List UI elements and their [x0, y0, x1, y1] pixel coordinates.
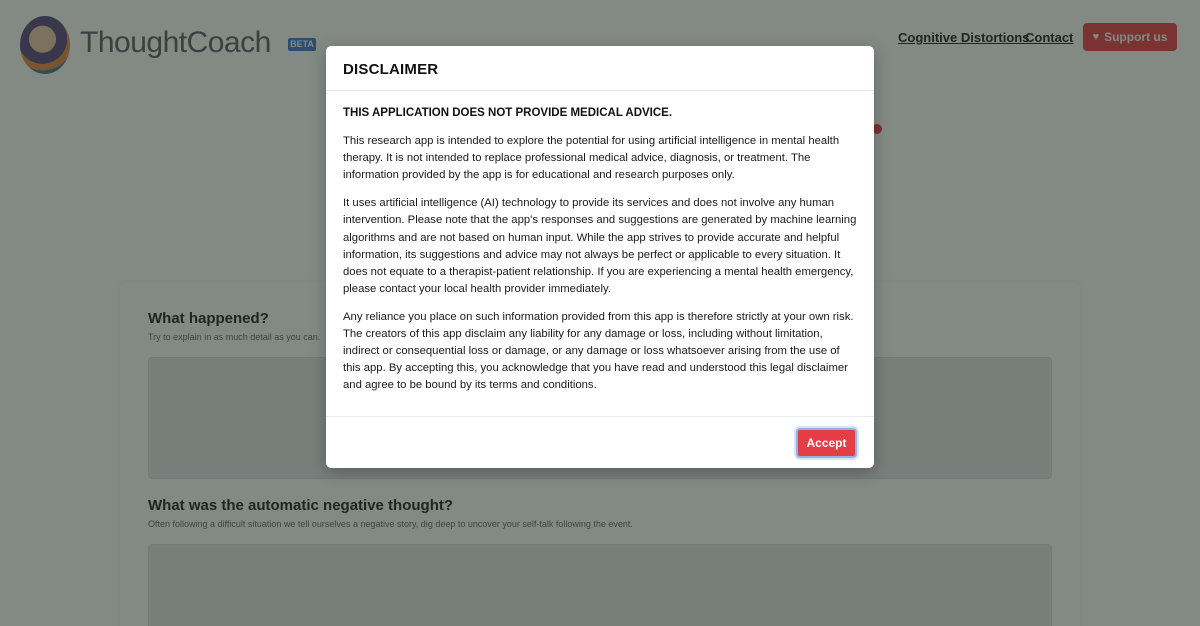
modal-footer: [326, 417, 874, 468]
accept-button[interactable]: Accept: [796, 428, 857, 458]
modal-header: [326, 46, 874, 91]
disclaimer-paragraph-1: This research app is intended to explore the potential for using artificial intelligence in mental health therapy. It is not intended to replace professional medical advice, diagnosis, or treatment. The information provided by the app is for educational and research purposes only.: [343, 135, 840, 182]
modal-body: [326, 91, 874, 417]
disclaimer-modal: [326, 46, 874, 468]
disclaimer-lead: THIS APPLICATION DOES NOT PROVIDE MEDICAL ADVICE.: [343, 107, 673, 119]
disclaimer-paragraph-3: Any reliance you place on such information provided from this app is therefore strictly at your own risk. The creators of this app disclaim any liability for any damage or loss, including without limitation, indirect or consequential loss or damage, or any damage or loss whatsoever arising from the use of this app. By accepting this, you acknowledge that you have read and understood this legal disclaimer and agree to be bound by its terms and conditions.: [343, 310, 854, 392]
modal-title: DISCLAIMER: [343, 61, 439, 78]
disclaimer-paragraph-2: It uses artificial intelligence (AI) technology to provide its services and does not involve any human intervention. Please note that the app's responses and suggestions are generated by machine learning algorithms and are not based on human input. While the app strives to provide accurate and helpful information, its suggestions and advice may not always be perfect or applicable to every situation. It does not equate to a therapist-patient relationship. If you are experiencing a mental health emergency, please contact your local health provider immediately.: [343, 197, 857, 295]
